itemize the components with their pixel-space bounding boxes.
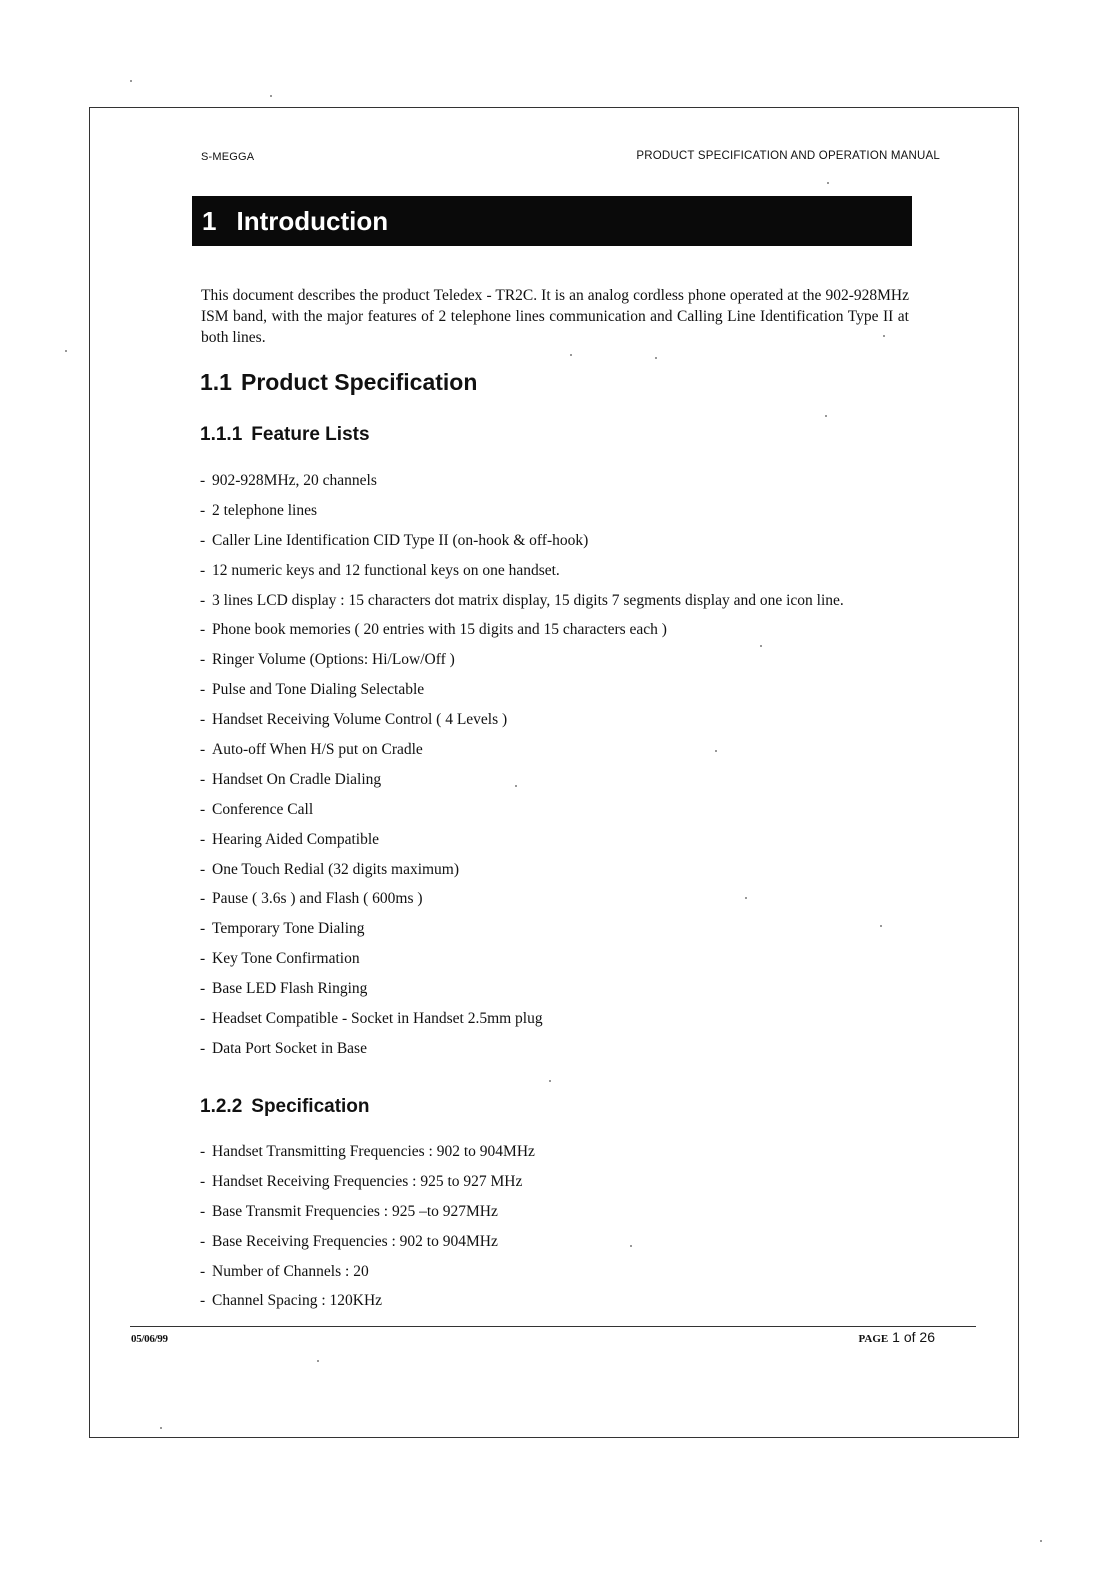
scan-speck [825, 415, 827, 417]
subsection-number: 1.1.1 [200, 424, 243, 445]
list-item: - 12 numeric keys and 12 functional keys on one handset. [200, 561, 560, 579]
list-item: - Handset Transmitting Frequencies : 902 to 904MHz [200, 1143, 535, 1160]
scan-speck [655, 357, 657, 359]
list-item: - Pause ( 3.6s ) and Flash ( 600ms ) [200, 890, 423, 908]
footer-date: 05/06/99 [131, 1333, 168, 1345]
list-item: - Number of Channels : 20 [200, 1262, 369, 1280]
list-item: - Conference Call [200, 800, 314, 818]
feature-list [200, 466, 844, 1064]
subsection-title: Feature Lists [251, 424, 370, 445]
intro-paragraph: This document describes the product Teledex - TR2C. It is an analog cordless phone operated at the 902-928MHz ISM band, with the major features of 2 telephone lines communication and Calling Line Identification Type II at both lines. [201, 287, 909, 346]
list-item: - Base Receiving Frequencies : 902 to 904MHz [200, 1232, 498, 1250]
list-item: - Channel Spacing : 120KHz [200, 1292, 383, 1310]
header-doc-title: PRODUCT SPECIFICATION AND OPERATION MANUAL [636, 150, 940, 162]
spec-list [200, 1137, 535, 1316]
scan-speck [65, 350, 67, 352]
footer-page-number [859, 1329, 935, 1345]
section-title: Product Specification [240, 369, 478, 395]
section-heading-product-specification [200, 369, 477, 396]
list-item: - Base Transmit Frequencies : 925 –to 927MHz [200, 1202, 498, 1220]
header-company: S-MEGGA [201, 151, 255, 163]
scan-speck [883, 335, 885, 337]
chapter-banner [192, 196, 912, 246]
page-label: PAGE [858, 1333, 889, 1345]
list-item: - One Touch Redial (32 digits maximum) [200, 860, 460, 878]
scan-speck [549, 1080, 551, 1082]
subsection-title: Specification [251, 1096, 370, 1117]
list-item: - 2 telephone lines [200, 501, 318, 519]
scan-speck [570, 354, 572, 356]
list-item: - Auto-off When H/S put on Cradle [200, 741, 423, 759]
subsection-heading-feature-lists [200, 424, 370, 446]
list-item: - Ringer Volume (Options: Hi/Low/Off ) [200, 651, 455, 669]
list-item: - Caller Line Identification CID Type II (on-hook & off-hook) [200, 531, 589, 549]
scan-speck [270, 95, 272, 97]
scan-speck [130, 80, 132, 82]
scan-speck [317, 1360, 319, 1362]
list-item: - Temporary Tone Dialing [200, 920, 365, 938]
list-item: - 902-928MHz, 20 channels [200, 472, 377, 489]
chapter-number: 1 [202, 206, 217, 236]
list-item: - Key Tone Confirmation [200, 950, 360, 968]
scan-speck [827, 182, 829, 184]
scan-speck [715, 750, 717, 752]
subsection-heading-specification [200, 1096, 370, 1118]
list-item: - Headset Compatible - Socket in Handset 2.5mm plug [200, 1010, 543, 1028]
list-item: - Pulse and Tone Dialing Selectable [200, 681, 425, 699]
section-number: 1.1 [200, 369, 232, 395]
scan-speck [745, 897, 747, 899]
list-item: - Data Port Socket in Base [200, 1039, 367, 1057]
subsection-number: 1.2.2 [200, 1096, 243, 1117]
list-item: - 3 lines LCD display : 15 characters dot matrix display, 15 digits 7 segments display and one icon line. [200, 591, 844, 609]
scan-speck [760, 645, 762, 647]
list-item: - Handset On Cradle Dialing [200, 770, 382, 788]
scan-speck [160, 1427, 162, 1429]
list-item: - Hearing Aided Compatible [200, 830, 380, 848]
scan-speck [515, 785, 517, 787]
scan-speck [1040, 1540, 1042, 1542]
scan-speck [630, 1245, 632, 1247]
footer-divider [130, 1326, 976, 1327]
list-item: - Handset Receiving Volume Control ( 4 Levels ) [200, 711, 508, 729]
scan-speck [880, 925, 882, 927]
page-count: 1 of 26 [892, 1329, 935, 1345]
chapter-title: Introduction [236, 206, 389, 236]
list-item: - Handset Receiving Frequencies : 925 to 927 MHz [200, 1172, 523, 1190]
list-item: - Phone book memories ( 20 entries with 15 digits and 15 characters each ) [200, 621, 667, 639]
list-item: - Base LED Flash Ringing [200, 980, 368, 998]
